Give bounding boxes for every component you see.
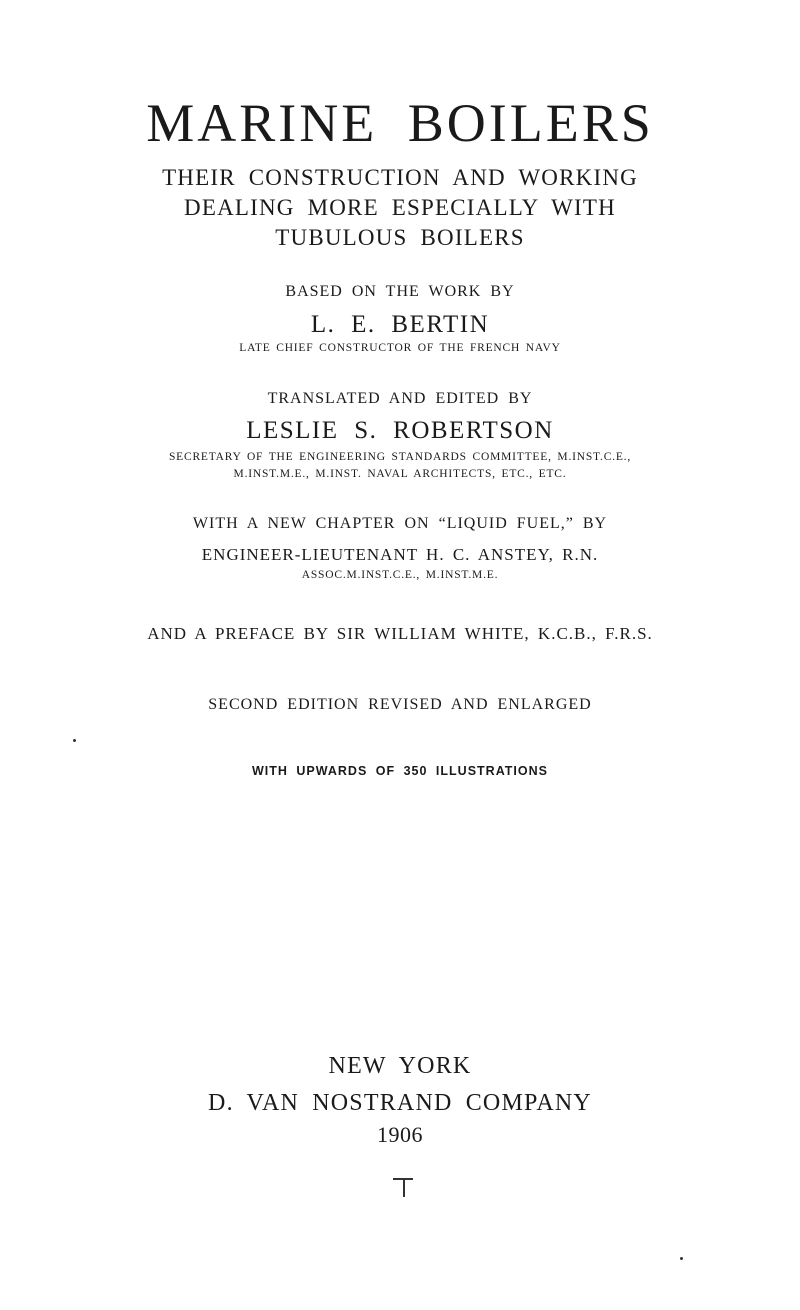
subtitle-line-3: TUBULOUS BOILERS xyxy=(275,225,525,250)
page-speck-right xyxy=(680,1257,683,1260)
contributor-name: ENGINEER-LIEUTENANT H. C. ANSTEY, R.N. xyxy=(201,545,599,564)
author-title: LATE CHIEF CONSTRUCTOR OF THE FRENCH NAVY xyxy=(239,342,561,354)
subtitle-line-1: THEIR CONSTRUCTION AND WORKING xyxy=(162,165,638,190)
translated-label: TRANSLATED AND EDITED BY xyxy=(267,390,533,407)
book-title: MARINE BOILERS xyxy=(146,93,654,153)
imprint-publisher: D. VAN NOSTRAND COMPANY xyxy=(208,1090,592,1116)
contributor-credentials: ASSOC.M.INST.C.E., M.INST.M.E. xyxy=(301,569,499,581)
translator-name: LESLIE S. ROBERTSON xyxy=(246,417,554,444)
imprint-city: NEW YORK xyxy=(328,1053,472,1079)
subtitle-line-2: DEALING MORE ESPECIALLY WITH xyxy=(184,195,616,220)
edition-line: SECOND EDITION REVISED AND ENLARGED xyxy=(208,696,592,713)
based-on-label: BASED ON THE WORK BY xyxy=(285,283,515,300)
illustrations-line: WITH UPWARDS OF 350 ILLUSTRATIONS xyxy=(252,764,548,778)
translator-credentials-line-1: SECRETARY OF THE ENGINEERING STANDARDS COMMITTEE, M.INST.C.E., xyxy=(168,451,632,463)
imprint-year: 1906 xyxy=(377,1122,423,1147)
author-name: L. E. BERTIN xyxy=(310,311,490,338)
library-mark-icon xyxy=(393,1176,413,1198)
new-chapter-line: WITH A NEW CHAPTER ON “LIQUID FUEL,” BY xyxy=(192,515,608,532)
page-speck-left xyxy=(73,739,76,742)
translator-credentials-line-2: M.INST.M.E., M.INST. NAVAL ARCHITECTS, ETC., ETC. xyxy=(233,468,567,480)
preface-line: AND A PREFACE BY SIR WILLIAM WHITE, K.C.B., F.R.S. xyxy=(147,624,653,643)
